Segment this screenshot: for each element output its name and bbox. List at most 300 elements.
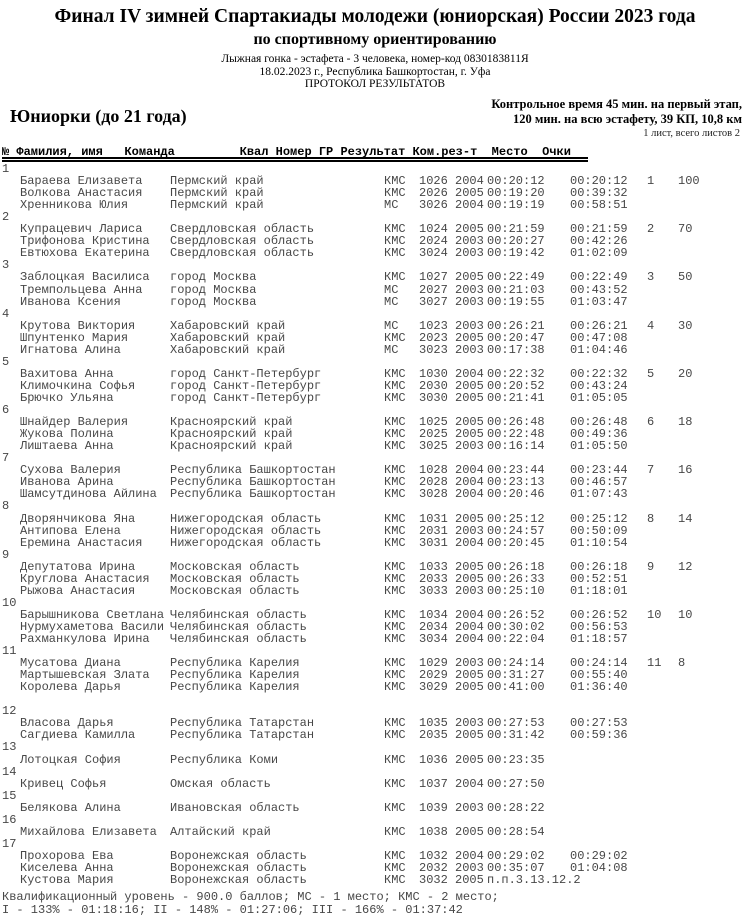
runner-name: Жукова Полина (20, 427, 114, 442)
team-result: 00:39:32 (570, 186, 628, 201)
result-row (0, 633, 750, 645)
birth-year: 2005 (455, 752, 484, 767)
results-lines (0, 162, 750, 887)
qualification: КМС (384, 571, 406, 586)
leg-result: 00:21:59 (487, 222, 545, 237)
bib-number: 2030 (419, 378, 448, 393)
birth-year: 2004 (455, 535, 484, 550)
team-name: город Москва (170, 282, 257, 297)
leg-result: 00:28:54 (487, 824, 545, 839)
team-result: 01:07:43 (570, 487, 628, 502)
birth-year: 2003 (455, 342, 484, 357)
team-name: Челябинская область (170, 632, 307, 646)
bib-number: 3030 (419, 391, 448, 405)
runner-name: Лиштаева Анна (20, 439, 114, 454)
bib-number: 1026 (419, 174, 448, 189)
runner-name: Сагдиева Камилла (20, 728, 136, 743)
birth-year: 2005 (455, 559, 484, 574)
bib-number: 3034 (419, 632, 448, 646)
group-number: 14 (2, 764, 17, 779)
runner-name: Бараева Елизавета (20, 174, 143, 189)
leg-result: 00:23:44 (487, 463, 545, 478)
qualification: МС (384, 198, 399, 213)
qualification: КМС (384, 559, 406, 574)
group-number: 1 (2, 162, 10, 176)
qualification: КМС (384, 234, 406, 249)
qualification: КМС (384, 222, 406, 237)
points: 8 (678, 656, 686, 671)
team-result: 00:26:48 (570, 415, 628, 430)
birth-year: 2003 (455, 246, 484, 261)
runner-name: Антипова Елена (20, 523, 121, 538)
leg-result: 00:22:32 (487, 366, 545, 381)
runner-name: Шнайдер Валерия (20, 415, 129, 430)
result-row (0, 874, 750, 886)
place: 5 (647, 366, 655, 381)
leg-result: 00:25:12 (487, 511, 545, 526)
team-result: 01:04:46 (570, 342, 628, 357)
bib-number: 2031 (419, 523, 448, 538)
team-name: Ивановская область (170, 800, 300, 815)
team-name: Нижегородская область (170, 535, 322, 550)
group-number-row (0, 500, 750, 512)
team-name: Алтайский край (170, 824, 271, 839)
team-name: Республика Башкортостан (170, 475, 336, 490)
result-row (0, 284, 750, 296)
group-number-row (0, 790, 750, 802)
points: 30 (678, 318, 693, 333)
leg-result: 00:26:18 (487, 559, 545, 574)
birth-year: 2004 (455, 776, 484, 791)
points: 14 (678, 511, 693, 526)
leg-result: 00:26:21 (487, 318, 545, 333)
team-name: Республика Башкортостан (170, 463, 336, 478)
bib-number: 1034 (419, 607, 448, 622)
team-result: 01:02:09 (570, 246, 628, 261)
bib-number: 1025 (419, 415, 448, 430)
birth-year: 2003 (455, 800, 484, 815)
group-number: 16 (2, 812, 17, 827)
control-time-line-2: 120 мин. на всю эстафету, 39 КП, 10,8 км (512, 111, 742, 126)
birth-year: 2003 (455, 294, 484, 309)
bib-number: 1030 (419, 366, 448, 381)
qualification: КМС (384, 463, 406, 478)
result-row (0, 754, 750, 766)
bib-number: 1035 (419, 716, 448, 731)
team-result: 00:29:02 (570, 848, 628, 863)
birth-year: 2005 (455, 668, 484, 683)
points: 12 (678, 559, 693, 574)
bib-number: 3028 (419, 487, 448, 502)
team-result: 00:20:12 (570, 174, 628, 189)
birth-year: 2003 (455, 234, 484, 249)
runner-name: Рахманкулова Ирина (20, 632, 150, 646)
runner-name: Королева Дарья (20, 680, 121, 695)
runner-name: Барышникова Светлана (20, 607, 165, 622)
qualification: КМС (384, 415, 406, 430)
runner-name: Киселева Анна (20, 860, 114, 875)
leg-result: 00:30:02 (487, 619, 545, 634)
bib-number: 2024 (419, 234, 448, 249)
qualification: КМС (384, 752, 406, 767)
result-row (0, 826, 750, 838)
birth-year: 2003 (455, 523, 484, 538)
group-number-row (0, 549, 750, 561)
leg-result: 00:17:38 (487, 342, 545, 357)
result-row (0, 199, 750, 211)
team-result: 00:23:44 (570, 463, 628, 478)
leg-result: 00:27:50 (487, 776, 545, 791)
runner-name: Иванова Ксения (20, 294, 121, 309)
birth-year: 2005 (455, 680, 484, 695)
qualification: КМС (384, 619, 406, 634)
team-name: Московская область (170, 559, 300, 574)
runner-name: Хренникова Юлия (20, 198, 129, 213)
runner-name: Брючко Ульяна (20, 391, 114, 405)
group-number: 13 (2, 740, 17, 755)
qualification: КМС (384, 680, 406, 695)
event-subtitle: по спортивному ориентированию (253, 31, 497, 48)
birth-year: 2004 (455, 632, 484, 646)
bib-number: 2023 (419, 330, 448, 345)
team-name: Свердловская область (170, 246, 315, 261)
team-result: 00:26:52 (570, 607, 628, 622)
bib-number: 3024 (419, 246, 448, 261)
birth-year: 2005 (455, 270, 484, 285)
birth-year: 2005 (455, 378, 484, 393)
qualification: КМС (384, 848, 406, 863)
team-name: Московская область (170, 583, 300, 598)
qualification: КМС (384, 378, 406, 393)
team-result: 00:26:21 (570, 318, 628, 333)
group-number: 4 (2, 306, 10, 321)
points: 100 (678, 174, 700, 189)
result-row (0, 513, 750, 525)
runner-name: Нурмухаметова Васили (20, 619, 165, 634)
sheet-count-note: 1 лист, всего листов 2 (643, 128, 740, 139)
group-number: 12 (2, 704, 17, 719)
qualification: КМС (384, 656, 406, 671)
runner-name: Еремина Анастасия (20, 535, 143, 550)
team-result: 00:46:57 (570, 475, 628, 490)
date-location-line: 18.02.2023 г., Республика Башкортостан, г. Уфа (259, 66, 491, 78)
team-name: город Санкт-Петербург (170, 391, 322, 405)
team-name: Республика Башкортостан (170, 487, 336, 502)
qualification: КМС (384, 535, 406, 550)
result-row (0, 585, 750, 597)
result-row (0, 320, 750, 332)
birth-year: 2005 (455, 186, 484, 201)
runner-name: Шпунтенко Мария (20, 330, 129, 345)
leg-result: 00:20:12 (487, 174, 545, 189)
group-number: 5 (2, 354, 10, 369)
team-result: 00:27:53 (570, 716, 628, 731)
group-number: 2 (2, 210, 10, 225)
runner-name: Мусатова Диана (20, 656, 121, 671)
leg-result: 00:26:33 (487, 571, 545, 586)
leg-result: 00:26:52 (487, 607, 545, 622)
qualification: КМС (384, 487, 406, 502)
qualification: КМС (384, 511, 406, 526)
team-result: 00:24:14 (570, 656, 628, 671)
bib-number: 1027 (419, 270, 448, 285)
team-name: Пермский край (170, 174, 264, 189)
team-result: 01:10:54 (570, 535, 628, 550)
team-name: Пермский край (170, 198, 264, 213)
runner-name: Депутатова Ирина (20, 559, 136, 574)
runner-name: Крутова Виктория (20, 318, 136, 333)
bib-number: 2027 (419, 282, 448, 297)
team-result: 00:49:36 (570, 427, 628, 442)
place: 11 (647, 656, 662, 671)
birth-year: 2005 (455, 571, 484, 586)
leg-result: 00:23:13 (487, 475, 545, 490)
team-result: 01:04:08 (570, 860, 628, 875)
result-row (0, 392, 750, 404)
qualification: МС (384, 342, 399, 357)
leg-result: 00:20:52 (487, 378, 545, 393)
protocol-label: ПРОТОКОЛ РЕЗУЛЬТАТОВ (304, 78, 446, 90)
qualification: КМС (384, 439, 406, 454)
team-result: 01:18:57 (570, 632, 628, 646)
qualification: МС (384, 294, 399, 309)
birth-year: 2005 (455, 824, 484, 839)
runner-name: Трифонова Кристина (20, 234, 150, 249)
result-row (0, 561, 750, 573)
bib-number: 3026 (419, 198, 448, 213)
team-name: Республика Карелия (170, 656, 300, 671)
runner-name: Климочкина Софья (20, 378, 136, 393)
bib-number: 2026 (419, 186, 448, 201)
leg-result: 00:35:07 (487, 860, 545, 875)
bib-number: 3029 (419, 680, 448, 695)
team-name: Республика Татарстан (170, 716, 315, 731)
team-name: Хабаровский край (170, 330, 286, 345)
group-number-row (0, 814, 750, 826)
result-row (0, 850, 750, 862)
team-result: 00:42:26 (570, 234, 628, 249)
result-row (0, 778, 750, 790)
leg-result: 00:28:22 (487, 800, 545, 815)
leg-result: 00:19:55 (487, 294, 545, 309)
team-result: 00:50:09 (570, 523, 628, 538)
birth-year: 2003 (455, 282, 484, 297)
birth-year: 2004 (455, 619, 484, 634)
place: 3 (647, 270, 655, 285)
team-result: 00:47:08 (570, 330, 628, 345)
runner-name: Белякова Алина (20, 800, 121, 815)
leg-result: 00:21:41 (487, 391, 545, 405)
bib-number: 2025 (419, 427, 448, 442)
team-name: город Москва (170, 294, 257, 309)
result-row (0, 296, 750, 308)
runner-name: Круглова Анастасия (20, 571, 150, 586)
bib-number: 2033 (419, 571, 448, 586)
birth-year: 2005 (455, 415, 484, 430)
control-time-line-1: Контрольное время 45 мин. на первый этап, (491, 97, 742, 111)
qualification: КМС (384, 800, 406, 815)
bib-number: 2032 (419, 860, 448, 875)
team-name: Хабаровский край (170, 342, 286, 357)
place: 8 (647, 511, 655, 526)
leg-result: 00:41:00 (487, 680, 545, 695)
result-row (0, 573, 750, 585)
team-result: 00:59:36 (570, 728, 628, 743)
leg-result: п.п.3.13.12.2 (487, 872, 581, 887)
place: 9 (647, 559, 655, 574)
group-number-row (0, 597, 750, 609)
leg-result: 00:21:03 (487, 282, 545, 297)
runner-name: Кривец Софья (20, 776, 107, 791)
place: 7 (647, 463, 655, 478)
team-result: 00:26:18 (570, 559, 628, 574)
bib-number: 3023 (419, 342, 448, 357)
event-title: Финал IV зимней Спартакиады молодежи (юниорская) России 2023 года (54, 6, 696, 27)
runner-name: Мартышевская Злата (20, 668, 150, 683)
team-name: Красноярский край (170, 415, 293, 430)
birth-year: 2004 (455, 475, 484, 490)
leg-result: 00:22:49 (487, 270, 545, 285)
bib-number: 2034 (419, 619, 448, 634)
header-underline (2, 157, 588, 162)
birth-year: 2003 (455, 318, 484, 333)
leg-result: 00:22:04 (487, 632, 545, 646)
leg-result: 00:24:14 (487, 656, 545, 671)
group-number: 17 (2, 836, 17, 851)
qualification: КМС (384, 246, 406, 261)
points: 18 (678, 415, 693, 430)
qualification: КМС (384, 607, 406, 622)
team-name: Пермский край (170, 186, 264, 201)
bib-number: 3031 (419, 535, 448, 550)
runner-name: Евтюхова Екатерина (20, 246, 150, 261)
qualification: КМС (384, 583, 406, 598)
bib-number: 1032 (419, 848, 448, 863)
birth-year: 2004 (455, 174, 484, 189)
points: 20 (678, 366, 693, 381)
birth-year: 2003 (455, 583, 484, 598)
table-header-row: № Фамилия, имя Команда Квал Номер ГР Результат Ком.рез-т Место Очки (2, 145, 571, 159)
qualification: КМС (384, 776, 406, 791)
team-name: Воронежская область (170, 872, 307, 887)
leg-result: 00:27:53 (487, 716, 545, 731)
leg-result: 00:19:20 (487, 186, 545, 201)
team-result: 00:43:24 (570, 378, 628, 393)
birth-year: 2005 (455, 511, 484, 526)
result-row (0, 525, 750, 537)
team-result: 00:58:51 (570, 198, 628, 213)
bib-number: 3027 (419, 294, 448, 309)
runner-name: Рыжова Анастасия (20, 583, 136, 598)
birth-year: 2005 (455, 728, 484, 743)
runner-name: Власова Дарья (20, 716, 114, 731)
place: 6 (647, 415, 655, 430)
leg-result: 00:20:45 (487, 535, 545, 550)
leg-result: 00:29:02 (487, 848, 545, 863)
runner-name: Сухова Валерия (20, 463, 121, 478)
team-result: 00:22:49 (570, 270, 628, 285)
qualification: КМС (384, 186, 406, 201)
qualification: МС (384, 318, 399, 333)
team-result: 01:05:50 (570, 439, 628, 454)
points: 16 (678, 463, 693, 478)
qualification: КМС (384, 716, 406, 731)
result-row (0, 802, 750, 814)
result-row (0, 440, 750, 452)
group-number: 3 (2, 258, 10, 273)
bib-number: 1037 (419, 776, 448, 791)
control-time-note (491, 97, 742, 126)
leg-result: 00:31:42 (487, 728, 545, 743)
group-number: 9 (2, 547, 10, 562)
qualification: КМС (384, 523, 406, 538)
runner-name: Иванова Арина (20, 475, 114, 490)
birth-year: 2004 (455, 463, 484, 478)
runner-name: Заблоцкая Василиса (20, 270, 150, 285)
place: 10 (647, 607, 662, 622)
leg-result: 00:19:19 (487, 198, 545, 213)
bib-number: 1038 (419, 824, 448, 839)
runner-name: Дворянчикова Яна (20, 511, 136, 526)
runner-name: Игнатова Алина (20, 342, 121, 357)
qualification: КМС (384, 728, 406, 743)
bib-number: 1031 (419, 511, 448, 526)
group-number: 15 (2, 788, 17, 803)
qualification: КМС (384, 860, 406, 875)
group-number: 6 (2, 403, 10, 417)
team-result: 00:55:40 (570, 668, 628, 683)
birth-year: 2005 (455, 872, 484, 887)
birth-year: 2005 (455, 330, 484, 345)
place: 4 (647, 318, 655, 333)
discipline-line: Лыжная гонка - эстафета - 3 человека, номер-код 0830183811Я (221, 53, 529, 65)
bib-number: 2035 (419, 728, 448, 743)
team-name: Нижегородская область (170, 511, 322, 526)
group-number-row (0, 838, 750, 850)
birth-year: 2004 (455, 198, 484, 213)
bib-number: 3032 (419, 872, 448, 887)
result-row (0, 271, 750, 283)
team-result: 01:03:47 (570, 294, 628, 309)
team-name: Красноярский край (170, 439, 293, 454)
points: 50 (678, 270, 693, 285)
team-result: 00:43:52 (570, 282, 628, 297)
team-name: Свердловская область (170, 222, 315, 237)
birth-year: 2003 (455, 439, 484, 454)
bib-number: 1028 (419, 463, 448, 478)
qualification: КМС (384, 174, 406, 189)
result-row (0, 488, 750, 500)
team-name: город Санкт-Петербург (170, 378, 322, 393)
birth-year: 2005 (455, 427, 484, 442)
runner-name: Михайлова Елизавета (20, 824, 157, 839)
team-name: город Москва (170, 270, 257, 285)
category-title: Юниорки (до 21 года) (10, 106, 187, 126)
team-name: Омская область (170, 776, 271, 791)
leg-result: 00:24:57 (487, 523, 545, 538)
qualification: КМС (384, 391, 406, 405)
runner-name: Волкова Анастасия (20, 186, 143, 201)
team-result: 01:36:40 (570, 680, 628, 695)
birth-year: 2004 (455, 848, 484, 863)
bib-number: 3033 (419, 583, 448, 598)
team-name: Хабаровский край (170, 318, 286, 333)
team-result: 00:52:51 (570, 571, 628, 586)
team-name: Нижегородская область (170, 523, 322, 538)
leg-result: 00:31:27 (487, 668, 545, 683)
team-result: 00:25:12 (570, 511, 628, 526)
bib-number: 1033 (419, 559, 448, 574)
